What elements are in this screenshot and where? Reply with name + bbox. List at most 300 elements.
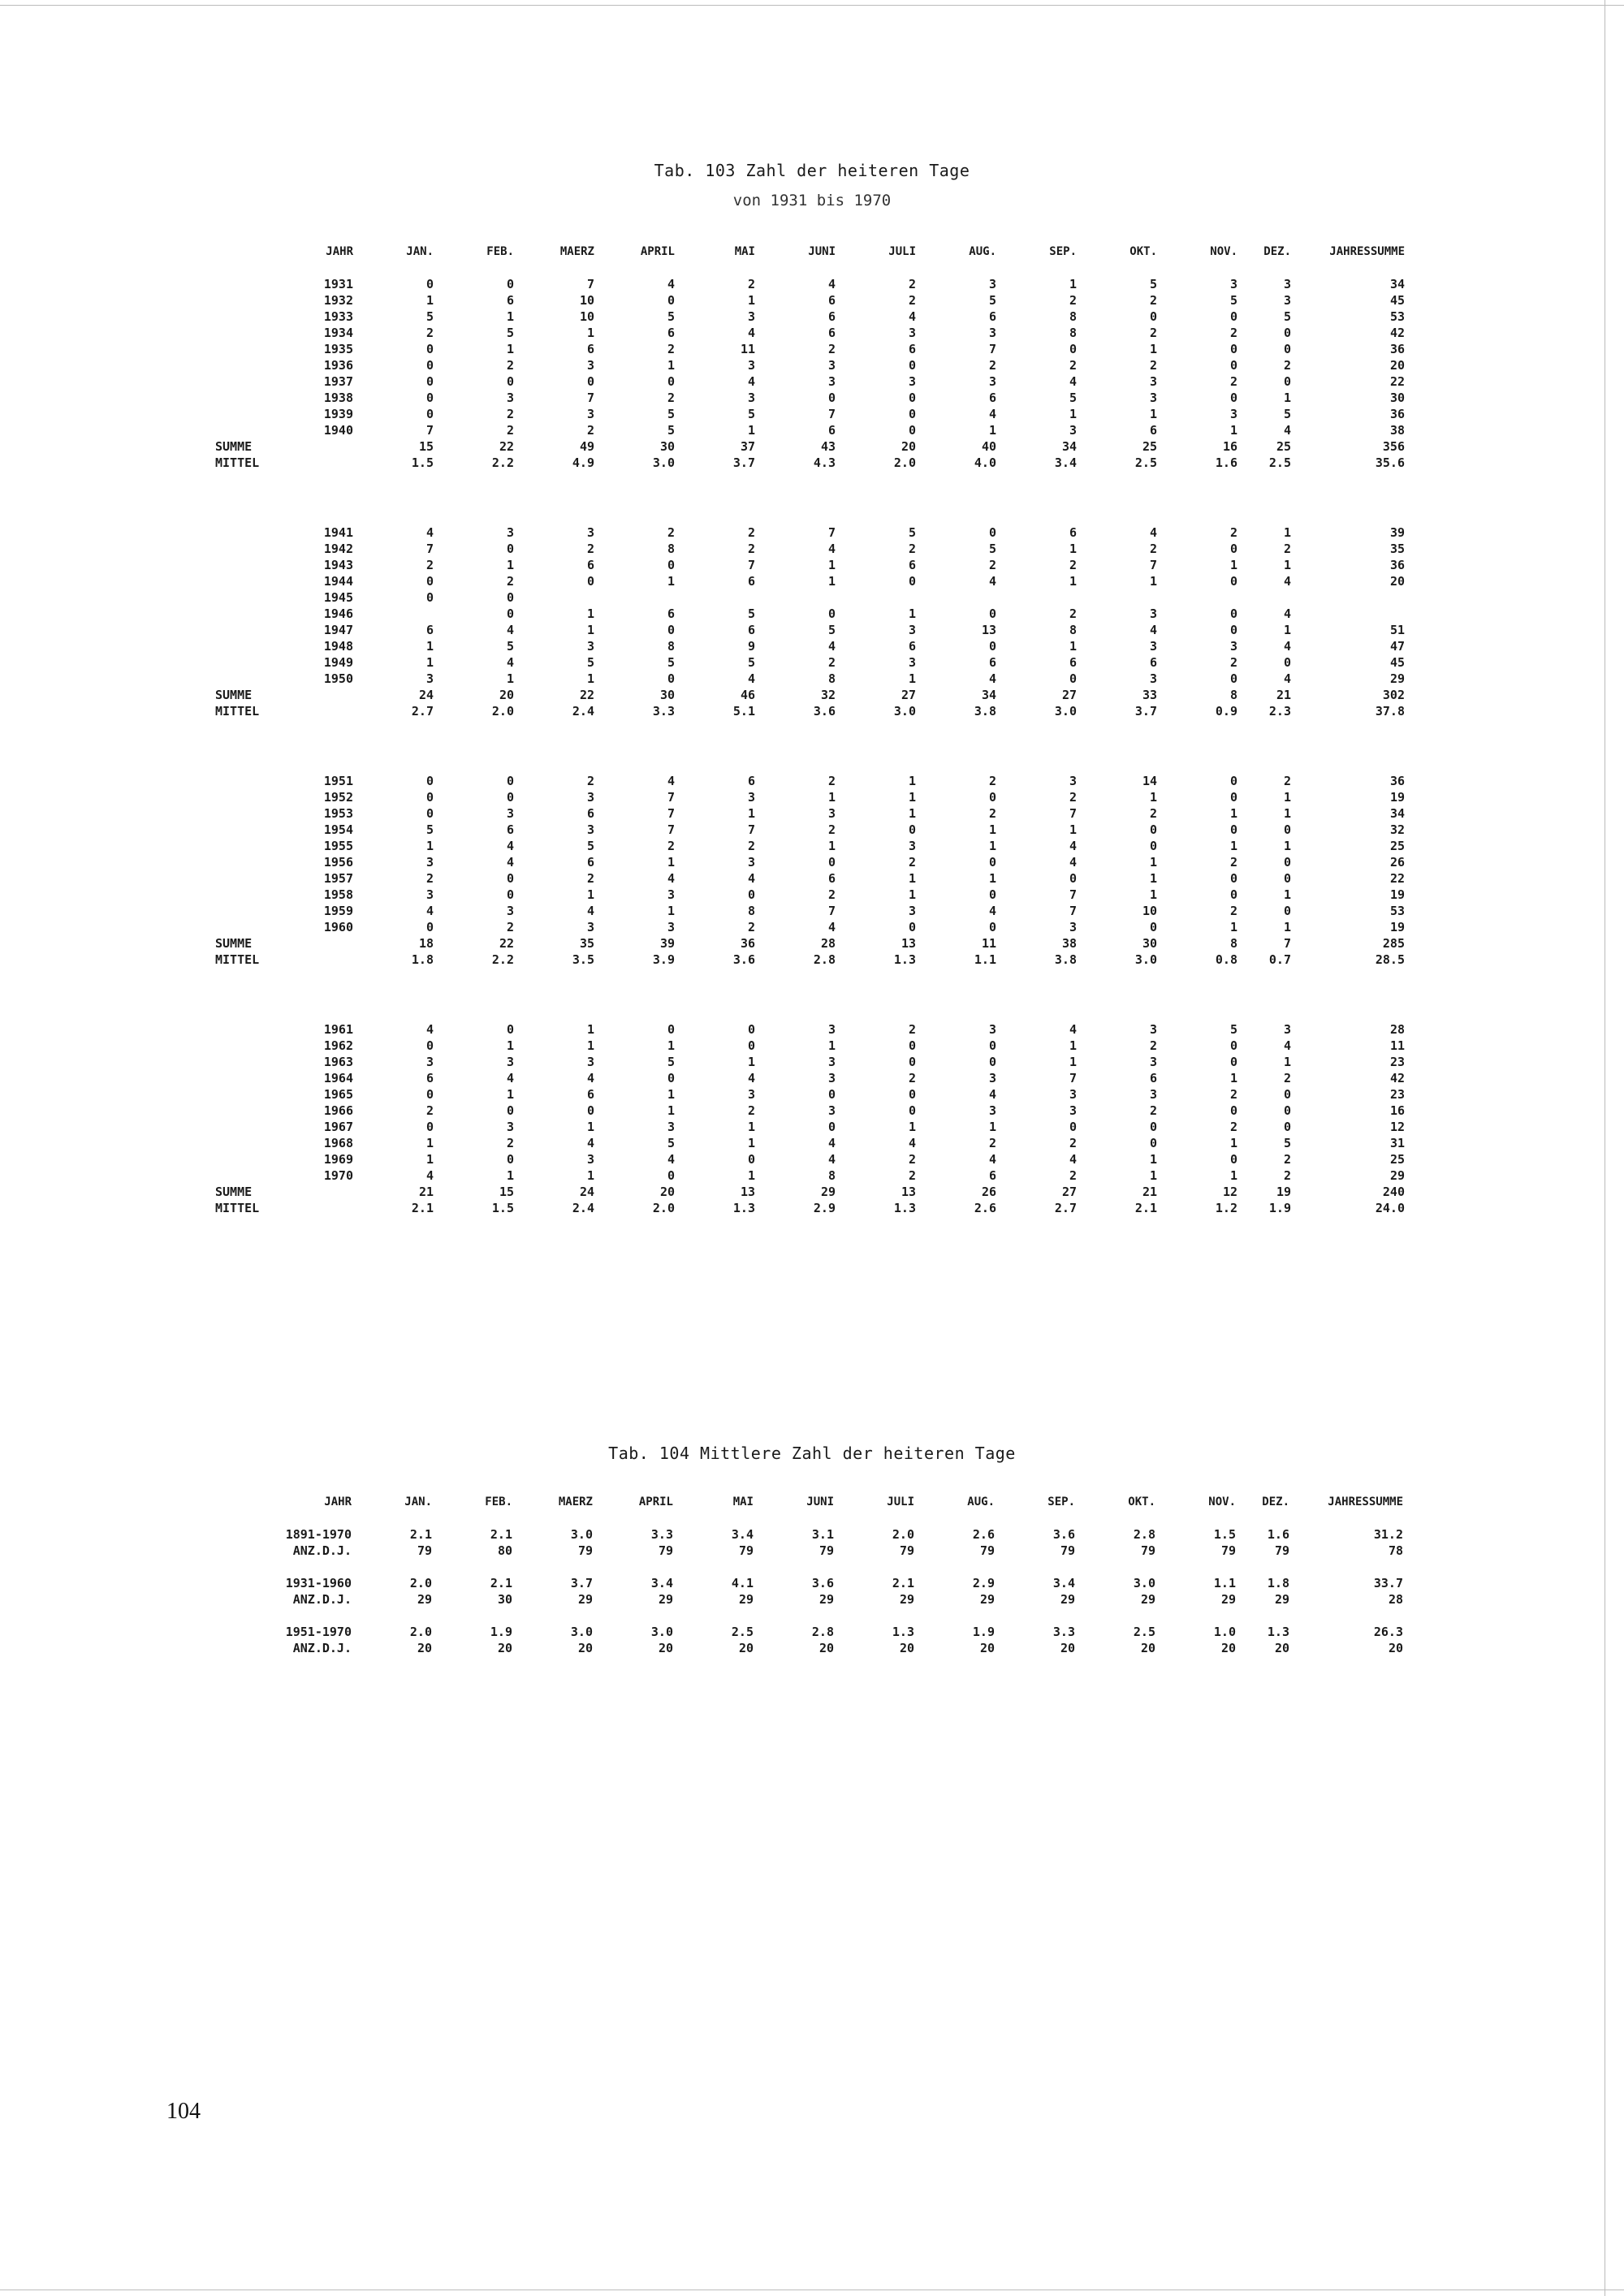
year-row [215, 622, 1405, 638]
value-cell: 0 [667, 623, 675, 637]
value-cell: 35 [579, 936, 594, 951]
year-cell: 1944 [323, 574, 353, 589]
value-cell: 2 [667, 391, 675, 405]
value-cell: 3.8 [974, 704, 996, 719]
page-number: 104 [166, 2099, 201, 2124]
value-cell: 3 [506, 525, 514, 540]
value-cell: 79 [899, 1543, 914, 1558]
value-cell: 8 [1229, 688, 1237, 702]
total-cell [1291, 589, 1405, 606]
value-cell: 2.4 [572, 704, 594, 719]
value-cell: 3.8 [1054, 952, 1077, 967]
value-cell: 1 [1229, 558, 1237, 572]
value-cell: 1 [747, 1136, 755, 1150]
block-spacer [215, 719, 1405, 773]
value-cell: 0 [827, 391, 836, 405]
mittel-row [215, 952, 1405, 968]
row-label [215, 622, 296, 638]
value-cell: 79 [1220, 1543, 1236, 1558]
value-cell [1077, 589, 1157, 606]
value-cell: 1 [586, 671, 594, 686]
value-cell: 0 [747, 1152, 755, 1167]
value-cell: 1 [908, 806, 916, 821]
total-cell: 20 [1389, 574, 1405, 589]
year-row [215, 276, 1405, 292]
value-cell [1237, 589, 1291, 606]
value-cell: 5 [1283, 1136, 1291, 1150]
value-cell: 0 [425, 590, 434, 605]
value-cell: 4 [667, 1152, 675, 1167]
value-cell: 0 [908, 1038, 916, 1053]
year-cell: 1936 [323, 358, 353, 373]
value-cell: 29 [1140, 1592, 1155, 1607]
header-nov: NOV. [1210, 245, 1237, 258]
value-cell: 0.8 [1215, 952, 1237, 967]
value-cell: 3 [586, 790, 594, 805]
value-cell: 2 [1069, 606, 1077, 621]
value-cell: 25 [1276, 439, 1291, 454]
year-row [215, 1151, 1405, 1167]
value-cell: 4 [988, 671, 996, 686]
value-cell: 0 [1229, 391, 1237, 405]
value-cell: 20 [497, 1641, 512, 1655]
value-cell: 2 [827, 774, 836, 788]
value-cell: 4 [1283, 639, 1291, 654]
year-row [215, 789, 1405, 805]
value-cell: 3 [827, 1071, 836, 1085]
value-cell: 2 [506, 574, 514, 589]
value-cell: 6 [988, 309, 996, 324]
value-cell: 1.1 [974, 952, 996, 967]
total-cell: 45 [1389, 293, 1405, 308]
value-cell: 6 [586, 558, 594, 572]
value-cell: 3 [908, 326, 916, 340]
value-cell: 79 [1060, 1543, 1075, 1558]
value-cell: 0 [1149, 920, 1157, 934]
year-row [215, 671, 1405, 687]
total-cell: 35 [1389, 542, 1405, 556]
row-label [215, 390, 296, 406]
value-cell: 4 [1283, 574, 1291, 589]
header-feb: FEB. [486, 245, 514, 258]
value-cell: 2 [908, 1022, 916, 1037]
value-cell: 13 [740, 1185, 755, 1199]
tab104-header-nov: NOV. [1208, 1495, 1236, 1508]
value-cell: 1.8 [1267, 1576, 1289, 1590]
total-cell: 28 [1388, 1592, 1403, 1607]
value-cell: 1 [506, 309, 514, 324]
total-cell: 53 [1389, 309, 1405, 324]
header-maerz: MAERZ [559, 245, 594, 258]
value-cell: 1 [1149, 407, 1157, 421]
value-cell: 1 [1069, 542, 1077, 556]
year-row [215, 373, 1405, 390]
year-row [215, 325, 1405, 341]
total-cell: 35.6 [1375, 455, 1405, 470]
value-cell: 2 [1069, 293, 1077, 308]
tab103-table [215, 244, 1405, 1216]
row-label: SUMME [215, 439, 253, 454]
value-cell: 0 [506, 374, 514, 389]
value-cell: 0 [988, 1038, 996, 1053]
header-aug: AUG. [969, 245, 996, 258]
total-cell: 31.2 [1373, 1527, 1403, 1542]
row-label: ANZ.D.J. [292, 1641, 352, 1655]
year-cell: 1941 [323, 525, 353, 540]
value-cell: 3 [908, 655, 916, 670]
total-cell: 33.7 [1373, 1576, 1403, 1590]
tab104-header-sep: SEP. [1047, 1495, 1075, 1508]
year-cell: 1970 [323, 1168, 353, 1183]
value-cell: 1.8 [411, 952, 434, 967]
value-cell: 0 [1283, 326, 1291, 340]
total-cell: 356 [1382, 439, 1405, 454]
mittel-row [215, 455, 1405, 471]
value-cell [514, 589, 594, 606]
value-cell: 0 [506, 542, 514, 556]
value-cell: 0 [1229, 542, 1237, 556]
total-cell: 25 [1389, 1152, 1405, 1167]
value-cell: 0 [1283, 1120, 1291, 1134]
year-cell: 1943 [323, 558, 353, 572]
header-juni: JUNI [808, 245, 836, 258]
value-cell: 2 [1229, 904, 1237, 918]
tab103-title: Tab. 103 Zahl der heiteren Tage [654, 161, 970, 180]
value-cell: 0 [425, 774, 434, 788]
value-cell: 1 [1229, 1168, 1237, 1183]
total-cell: 42 [1389, 1071, 1405, 1085]
row-label: SUMME [215, 688, 253, 702]
value-cell: 2 [1149, 806, 1157, 821]
value-cell: 2 [1229, 1120, 1237, 1134]
value-cell: 0 [425, 806, 434, 821]
year-row [215, 606, 1405, 622]
value-cell: 1 [747, 423, 755, 438]
value-cell: 2 [1283, 1071, 1291, 1085]
value-cell: 3 [1149, 1055, 1157, 1069]
year-cell: 1958 [323, 887, 353, 902]
value-cell: 1 [747, 806, 755, 821]
value-cell: 5.1 [732, 704, 755, 719]
value-cell: 0 [1069, 871, 1077, 886]
block-spacer [215, 968, 1405, 1021]
value-cell: 3 [1283, 277, 1291, 291]
value-cell: 1 [506, 1087, 514, 1102]
value-cell: 2 [747, 920, 755, 934]
value-cell: 7 [667, 806, 675, 821]
value-cell: 0 [1229, 871, 1237, 886]
header-jahr: JAHR [326, 245, 353, 258]
value-cell: 7 [667, 822, 675, 837]
year-row [215, 390, 1405, 406]
value-cell: 1 [1229, 806, 1237, 821]
total-cell: 22 [1389, 374, 1405, 389]
value-cell: 2 [908, 1071, 916, 1085]
value-cell: 7 [827, 407, 836, 421]
row-label [215, 805, 296, 822]
value-cell: 4 [425, 525, 434, 540]
value-cell: 4 [1283, 671, 1291, 686]
value-cell: 3.3 [650, 1527, 673, 1542]
year-row [215, 822, 1405, 838]
value-cell: 3 [425, 671, 434, 686]
value-cell: 3 [827, 1103, 836, 1118]
total-cell: 240 [1382, 1185, 1405, 1199]
value-cell: 3 [988, 277, 996, 291]
value-cell: 1 [1149, 855, 1157, 870]
year-row [215, 1103, 1405, 1119]
year-cell [296, 687, 353, 703]
row-label: ANZ.D.J. [292, 1543, 352, 1558]
value-cell: 28 [820, 936, 836, 951]
value-cell: 0 [988, 525, 996, 540]
row-label [215, 671, 296, 687]
row-label [215, 1151, 296, 1167]
value-cell: 3 [747, 790, 755, 805]
value-cell: 34 [1061, 439, 1077, 454]
total-cell: 38 [1389, 423, 1405, 438]
value-cell: 1 [506, 342, 514, 356]
value-cell: 3 [586, 822, 594, 837]
value-cell: 5 [988, 293, 996, 308]
year-cell: 1938 [323, 391, 353, 405]
value-cell: 2 [908, 293, 916, 308]
value-cell: 3.0 [650, 1625, 673, 1639]
value-cell: 39 [659, 936, 675, 951]
value-cell: 0 [988, 920, 996, 934]
total-cell: 29 [1389, 1168, 1405, 1183]
value-cell: 8 [667, 639, 675, 654]
value-cell: 3 [425, 1055, 434, 1069]
value-cell: 3.4 [731, 1527, 754, 1542]
value-cell: 4 [908, 309, 916, 324]
year-cell: 1935 [323, 342, 353, 356]
row-label: MITTEL [215, 455, 260, 470]
value-cell: 6 [586, 342, 594, 356]
year-cell: 1964 [323, 1071, 353, 1085]
value-cell: 0 [667, 1071, 675, 1085]
value-cell: 0 [506, 887, 514, 902]
row-label [215, 1086, 296, 1103]
value-cell: 0 [827, 1087, 836, 1102]
value-cell: 2.1 [409, 1527, 432, 1542]
value-cell: 0 [1283, 1087, 1291, 1102]
tab104-header-row [215, 1494, 1403, 1510]
year-cell: 1963 [323, 1055, 353, 1069]
value-cell: 3 [586, 407, 594, 421]
total-cell: 28 [1389, 1022, 1405, 1037]
value-cell: 80 [497, 1543, 512, 1558]
value-cell: 3 [1149, 391, 1157, 405]
value-cell: 1 [747, 1168, 755, 1183]
year-cell [296, 1184, 353, 1200]
value-cell: 1 [425, 293, 434, 308]
block-spacer [215, 471, 1405, 524]
value-cell: 10 [579, 309, 594, 324]
value-cell: 1 [586, 606, 594, 621]
row-label: MITTEL [215, 1201, 260, 1215]
value-cell: 2.5 [1133, 1625, 1155, 1639]
value-cell: 3 [827, 806, 836, 821]
summe-row [215, 935, 1405, 952]
value-cell: 3 [506, 391, 514, 405]
row-label [215, 422, 296, 438]
value-cell: 2 [827, 822, 836, 837]
value-cell: 5 [747, 606, 755, 621]
year-row [215, 805, 1405, 822]
value-cell: 3 [1229, 407, 1237, 421]
value-cell: 0 [1229, 1055, 1237, 1069]
value-cell: 2 [1229, 374, 1237, 389]
value-cell: 2 [747, 542, 755, 556]
value-cell: 79 [658, 1543, 673, 1558]
header-dez: DEZ. [1263, 245, 1291, 258]
value-cell: 29 [417, 1592, 432, 1607]
value-cell: 1 [1229, 839, 1237, 853]
value-cell: 0 [1229, 887, 1237, 902]
value-cell: 1 [1283, 887, 1291, 902]
tab103-body [215, 276, 1405, 1216]
value-cell: 6 [425, 1071, 434, 1085]
year-cell [296, 935, 353, 952]
total-cell: 36 [1389, 774, 1405, 788]
value-cell: 4 [747, 374, 755, 389]
value-cell: 1 [667, 855, 675, 870]
value-cell: 0 [425, 358, 434, 373]
year-cell: 1966 [323, 1103, 353, 1118]
value-cell: 4 [586, 1136, 594, 1150]
value-cell: 0 [908, 407, 916, 421]
value-cell: 20 [979, 1641, 995, 1655]
year-row [215, 1070, 1405, 1086]
value-cell: 3 [908, 623, 916, 637]
value-cell: 2 [1149, 293, 1157, 308]
value-cell: 2.1 [411, 1201, 434, 1215]
value-cell: 1 [827, 558, 836, 572]
value-cell: 1.3 [893, 1201, 916, 1215]
year-row [215, 1167, 1405, 1184]
value-cell: 0 [1229, 358, 1237, 373]
value-cell: 2.8 [811, 1625, 834, 1639]
value-cell: 11 [740, 342, 755, 356]
value-cell: 0 [827, 1120, 836, 1134]
value-cell: 2 [667, 342, 675, 356]
year-row [215, 1021, 1405, 1038]
value-cell: 4 [586, 1071, 594, 1085]
year-cell: 1953 [323, 806, 353, 821]
value-cell: 29 [1220, 1592, 1236, 1607]
value-cell: 3 [827, 1055, 836, 1069]
value-cell: 2 [1283, 774, 1291, 788]
value-cell: 2 [586, 871, 594, 886]
year-row [215, 1086, 1405, 1103]
summe-row [215, 1184, 1405, 1200]
value-cell: 43 [820, 439, 836, 454]
row-label: 1931-1960 [285, 1576, 352, 1590]
value-cell: 0 [506, 790, 514, 805]
value-cell: 8 [747, 904, 755, 918]
value-cell: 3.3 [652, 704, 675, 719]
value-cell: 1 [425, 839, 434, 853]
value-cell: 1.5 [1213, 1527, 1236, 1542]
value-cell: 0 [1229, 822, 1237, 837]
value-cell: 1 [988, 423, 996, 438]
row-label [215, 1119, 296, 1135]
value-cell: 0 [1069, 1120, 1077, 1134]
value-cell: 4.1 [731, 1576, 754, 1590]
value-cell: 79 [979, 1543, 995, 1558]
value-cell: 4 [908, 1136, 916, 1150]
value-cell: 20 [658, 1641, 673, 1655]
total-cell: 16 [1389, 1103, 1405, 1118]
value-cell: 10 [1142, 904, 1157, 918]
value-cell: 2 [506, 920, 514, 934]
row-label [215, 406, 296, 422]
value-cell: 0 [1149, 839, 1157, 853]
value-cell: 3.0 [1133, 1576, 1155, 1590]
value-cell: 6 [827, 326, 836, 340]
value-cell [755, 589, 836, 606]
value-cell: 4 [988, 1087, 996, 1102]
value-cell: 5 [667, 407, 675, 421]
value-cell: 3 [1283, 293, 1291, 308]
value-cell: 1 [908, 671, 916, 686]
year-row [215, 1135, 1405, 1151]
value-cell: 1.3 [893, 952, 916, 967]
year-count-row [215, 1640, 1403, 1656]
value-cell: 2 [908, 277, 916, 291]
value-cell: 1 [1283, 790, 1291, 805]
value-cell: 0 [1283, 655, 1291, 670]
value-cell: 0 [1149, 309, 1157, 324]
value-cell: 2 [1229, 525, 1237, 540]
total-cell: 23 [1389, 1055, 1405, 1069]
value-cell: 3 [747, 855, 755, 870]
value-cell: 6 [1069, 655, 1077, 670]
value-cell: 3 [827, 1022, 836, 1037]
value-cell: 18 [418, 936, 434, 951]
value-cell: 0 [1229, 671, 1237, 686]
row-label [215, 1038, 296, 1054]
value-cell: 0 [425, 277, 434, 291]
row-label [215, 276, 296, 292]
value-cell: 0 [908, 1055, 916, 1069]
row-label [215, 557, 296, 573]
value-cell: 32 [820, 688, 836, 702]
total-cell: 24.0 [1375, 1201, 1405, 1215]
value-cell: 27 [1061, 1185, 1077, 1199]
value-cell: 4 [667, 277, 675, 291]
value-cell: 6 [586, 806, 594, 821]
value-cell: 20 [738, 1641, 754, 1655]
value-cell: 2.2 [491, 952, 514, 967]
value-cell: 25 [1142, 439, 1157, 454]
value-cell: 1 [988, 822, 996, 837]
value-cell: 2 [988, 358, 996, 373]
value-cell: 2.0 [892, 1527, 914, 1542]
value-cell: 0 [747, 1038, 755, 1053]
value-cell: 6 [988, 391, 996, 405]
value-cell: 2.1 [1134, 1201, 1157, 1215]
value-cell: 1.6 [1267, 1527, 1289, 1542]
value-cell: 4 [506, 1071, 514, 1085]
value-cell: 3 [1149, 1022, 1157, 1037]
value-cell: 3 [1069, 920, 1077, 934]
value-cell: 0 [586, 374, 594, 389]
row-label [215, 887, 296, 903]
value-cell: 2 [1229, 855, 1237, 870]
value-cell: 1 [1069, 407, 1077, 421]
